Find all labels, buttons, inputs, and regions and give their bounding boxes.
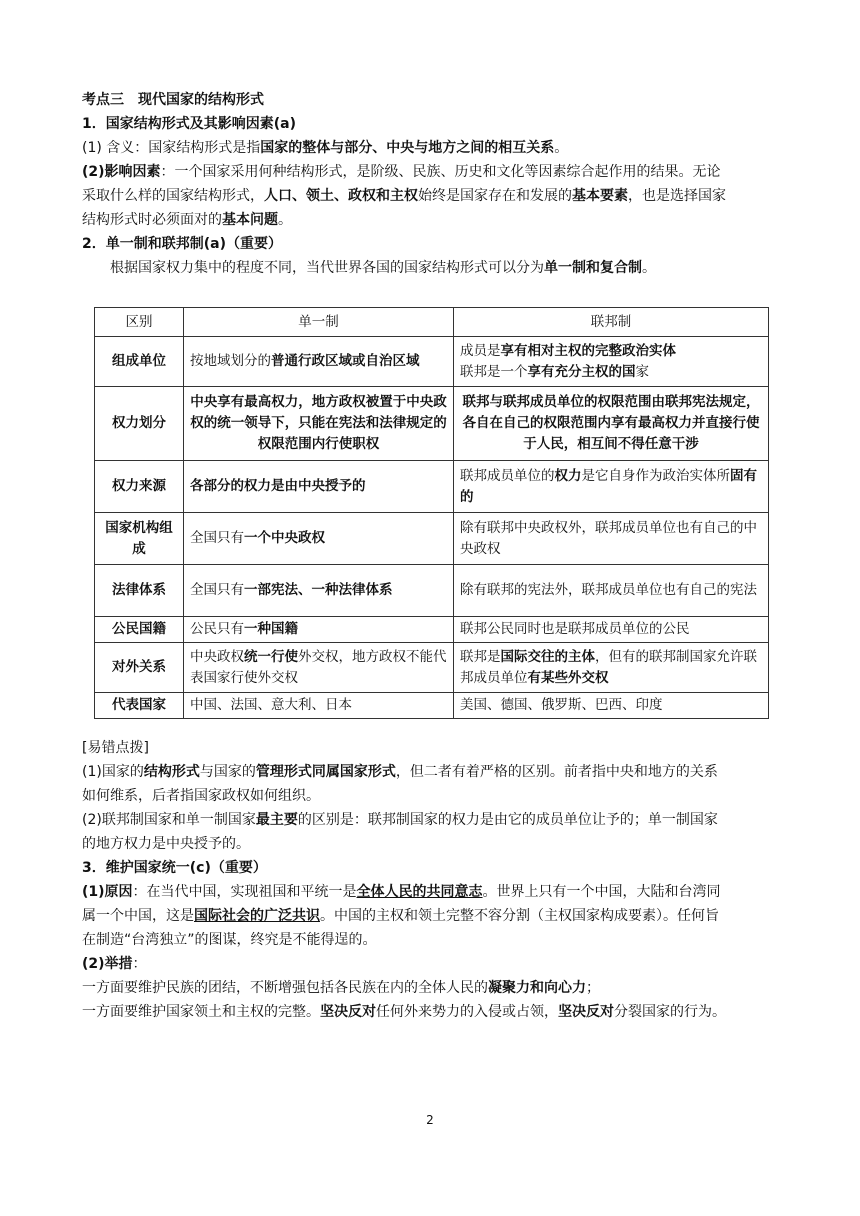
tip-2-line-2: 的地方权力是中央授予的。: [82, 836, 250, 852]
tip-1-line-1: [82, 760, 782, 784]
text: (1) 含义：国家结构形式是指: [82, 140, 261, 156]
line: [460, 362, 762, 383]
table-row: [95, 693, 769, 719]
unitary-cell: 中国、法国、意大利、日本: [184, 693, 454, 719]
text: 联邦是: [460, 648, 501, 665]
text: (2)联邦制国家和单一制国家: [82, 812, 256, 828]
tip-1-line-2: 如何维系，后者指国家政权如何组织。: [82, 788, 320, 804]
row-label: 法律体系: [95, 565, 184, 617]
heading-1: 1．国家结构形式及其影响因素(a): [82, 116, 296, 132]
text: 联邦成员单位的: [460, 467, 555, 484]
row-label: 国家机构组成: [95, 513, 184, 565]
emphasis: 享有充分主权的国: [527, 363, 636, 380]
text: 。: [278, 212, 292, 228]
unitary-cell: 中央享有最高权力，地方政权被置于中央政权的统一领导下，只能在宪法和法律规定的权限范围内行使职权: [184, 387, 454, 461]
emphasis: 全体人民的共同意志: [356, 884, 483, 900]
text: 的区别是：联邦制国家的权力是由它的成员单位让予的；单一制国家: [297, 812, 718, 828]
reason-line-2: [82, 904, 782, 928]
federal-cell: 联邦与联邦成员单位的权限范围由联邦宪法规定，各自在自己的权限范围内享有最高权力并直接行使于人民，相互间不得任意干涉: [454, 387, 769, 461]
federal-cell: 除有联邦的宪法外，联邦成员单位也有自己的宪法: [454, 565, 769, 617]
paragraph-intro: [82, 256, 782, 280]
text: 。中国的主权和领土完整不容分割（主权国家构成要素）。任何旨: [320, 908, 719, 924]
unitary-cell: [184, 565, 454, 617]
text: 。: [642, 260, 656, 276]
text: 根据国家权力集中的程度不同，当代世界各国的国家结构形式可以分为: [110, 260, 544, 276]
text: 。: [554, 140, 569, 156]
text: 全国只有: [190, 582, 244, 598]
text: ，但二者有着严格的区别。前者指中央和地方的关系: [395, 764, 718, 780]
emphasis: 国际社会的广泛共识: [194, 908, 320, 924]
heading-3: 3．维护国家统一(c)（重要）: [82, 860, 267, 876]
emphasis: 统一行使: [244, 648, 298, 665]
tip-2-line-1: [82, 808, 782, 832]
emphasis: 结构形式: [143, 764, 200, 780]
header-cell: 区别: [95, 308, 184, 337]
text: 联邦是一个: [460, 363, 528, 380]
text: 。世界上只有一个中国，大陆和台湾同: [482, 884, 721, 900]
section-title: 考点三 现代国家的结构形式: [82, 92, 264, 108]
label: (2)影响因素: [82, 164, 161, 180]
bottom-section: [82, 736, 782, 1024]
text: ：一个国家采用何种结构形式，是阶级、民族、历史和文化等因素综合起作用的结果。无论: [160, 164, 721, 180]
emphasis: 一个中央政权: [244, 530, 325, 546]
text: 分裂国家的行为。: [614, 1004, 726, 1020]
emphasis: 凝聚力和向心力: [488, 980, 586, 996]
emphasis: 一部宪法、一种法律体系: [244, 582, 393, 598]
unitary-cell: [184, 513, 454, 565]
emphasis: 管理形式同属国家形式: [255, 764, 396, 780]
text: ：在当代中国，实现祖国和平统一是: [132, 884, 357, 900]
federal-cell: [454, 337, 769, 387]
table-row: [95, 337, 769, 387]
measure-2: [82, 1000, 782, 1024]
table-row: [95, 643, 769, 693]
text: 中央政权: [190, 648, 244, 665]
table-row: [95, 565, 769, 617]
text: 与国家的: [199, 764, 256, 780]
reason-line-3: 在制造“台湾独立”的图谋，终究是不能得逞的。: [82, 932, 377, 948]
heading-2: 2．单一制和联邦制(a)（重要）: [82, 236, 282, 252]
row-label: 代表国家: [95, 693, 184, 719]
emphasis: 一种国籍: [244, 621, 298, 637]
line: [460, 341, 762, 362]
label: (2)举措: [82, 956, 133, 972]
text: ，但有的联邦制国家允许联邦成员单位: [460, 648, 757, 686]
row-label: 权力划分: [95, 387, 184, 461]
text: 成员是: [460, 342, 501, 359]
emphasis: 有某些外交权: [527, 669, 609, 686]
text: ，也是选择国家: [628, 188, 726, 204]
federal-cell: 美国、德国、俄罗斯、巴西、印度: [454, 693, 769, 719]
table-row: [95, 513, 769, 565]
emphasis: 坚决反对: [320, 1004, 376, 1020]
row-label: 对外关系: [95, 643, 184, 693]
text: 按地域划分的: [190, 353, 271, 369]
table-row: [95, 617, 769, 643]
emphasis: 最主要: [255, 812, 298, 828]
tip-title: [易错点拨]: [82, 740, 149, 756]
measures-label: [82, 952, 782, 976]
text: 一方面要维护民族的团结，不断增强包括各民族在内的全体人民的: [82, 980, 488, 996]
measure-1: [82, 976, 782, 1000]
paragraph-factors-1: [82, 160, 782, 184]
table-header-row: [95, 308, 769, 337]
top-section: [82, 88, 782, 280]
row-label: 权力来源: [95, 461, 184, 513]
label: (1)原因: [82, 884, 133, 900]
reason-line-1: [82, 880, 782, 904]
text: 属一个中国，这是: [82, 908, 194, 924]
unitary-cell: 各部分的权力是由中央授予的: [184, 461, 454, 513]
text: 全国只有: [190, 530, 244, 546]
table-row: [95, 387, 769, 461]
unitary-cell: [184, 643, 454, 693]
paragraph-factors-3: [82, 208, 782, 232]
federal-cell: 联邦公民同时也是联邦成员单位的公民: [454, 617, 769, 643]
emphasis: 基本要素: [572, 188, 628, 204]
text: 采取什么样的国家结构形式，: [82, 188, 264, 204]
emphasis: 权力: [554, 467, 582, 484]
paragraph-factors-2: [82, 184, 782, 208]
emphasis: 基本问题: [222, 212, 278, 228]
paragraph-definition: [82, 136, 782, 160]
unitary-cell: [184, 337, 454, 387]
text: 始终是国家存在和发展的: [418, 188, 572, 204]
unitary-cell: [184, 617, 454, 643]
emphasis: 人口、领土、政权和主权: [264, 188, 418, 204]
text: ：: [132, 956, 147, 972]
emphasis: 普通行政区域或自治区域: [271, 353, 420, 369]
comparison-table: [94, 307, 769, 719]
text: 家: [635, 363, 649, 380]
text: 结构形式时必须面对的: [82, 212, 222, 228]
text: ；: [586, 980, 600, 996]
federal-cell: 除有联邦中央政权外，联邦成员单位也有自己的中央政权: [454, 513, 769, 565]
text: (1)国家的: [82, 764, 144, 780]
row-label: 组成单位: [95, 337, 184, 387]
header-cell: 单一制: [184, 308, 454, 337]
emphasis: 国家的整体与部分、中央与地方之间的相互关系: [260, 140, 555, 156]
text: 一方面要维护国家领土和主权的完整。: [82, 1004, 320, 1020]
emphasis: 享有相对主权的完整政治实体: [500, 342, 676, 359]
text: 公民只有: [190, 621, 244, 637]
header-cell: 联邦制: [454, 308, 769, 337]
text: 外交权，地方政权不能代表国家行使外交权: [190, 648, 447, 686]
emphasis: 国际交往的主体: [500, 648, 595, 665]
page-number: 2: [426, 1113, 434, 1127]
text: 任何外来势力的入侵或占领，: [376, 1004, 558, 1020]
emphasis: 坚决反对: [558, 1004, 614, 1020]
table-row: [95, 461, 769, 513]
federal-cell: [454, 643, 769, 693]
emphasis: 单一制和复合制: [544, 260, 642, 276]
row-label: 公民国籍: [95, 617, 184, 643]
text: 是它自身作为政治实体所: [581, 467, 730, 484]
emphasis: 固有的: [460, 467, 757, 505]
federal-cell: [454, 461, 769, 513]
